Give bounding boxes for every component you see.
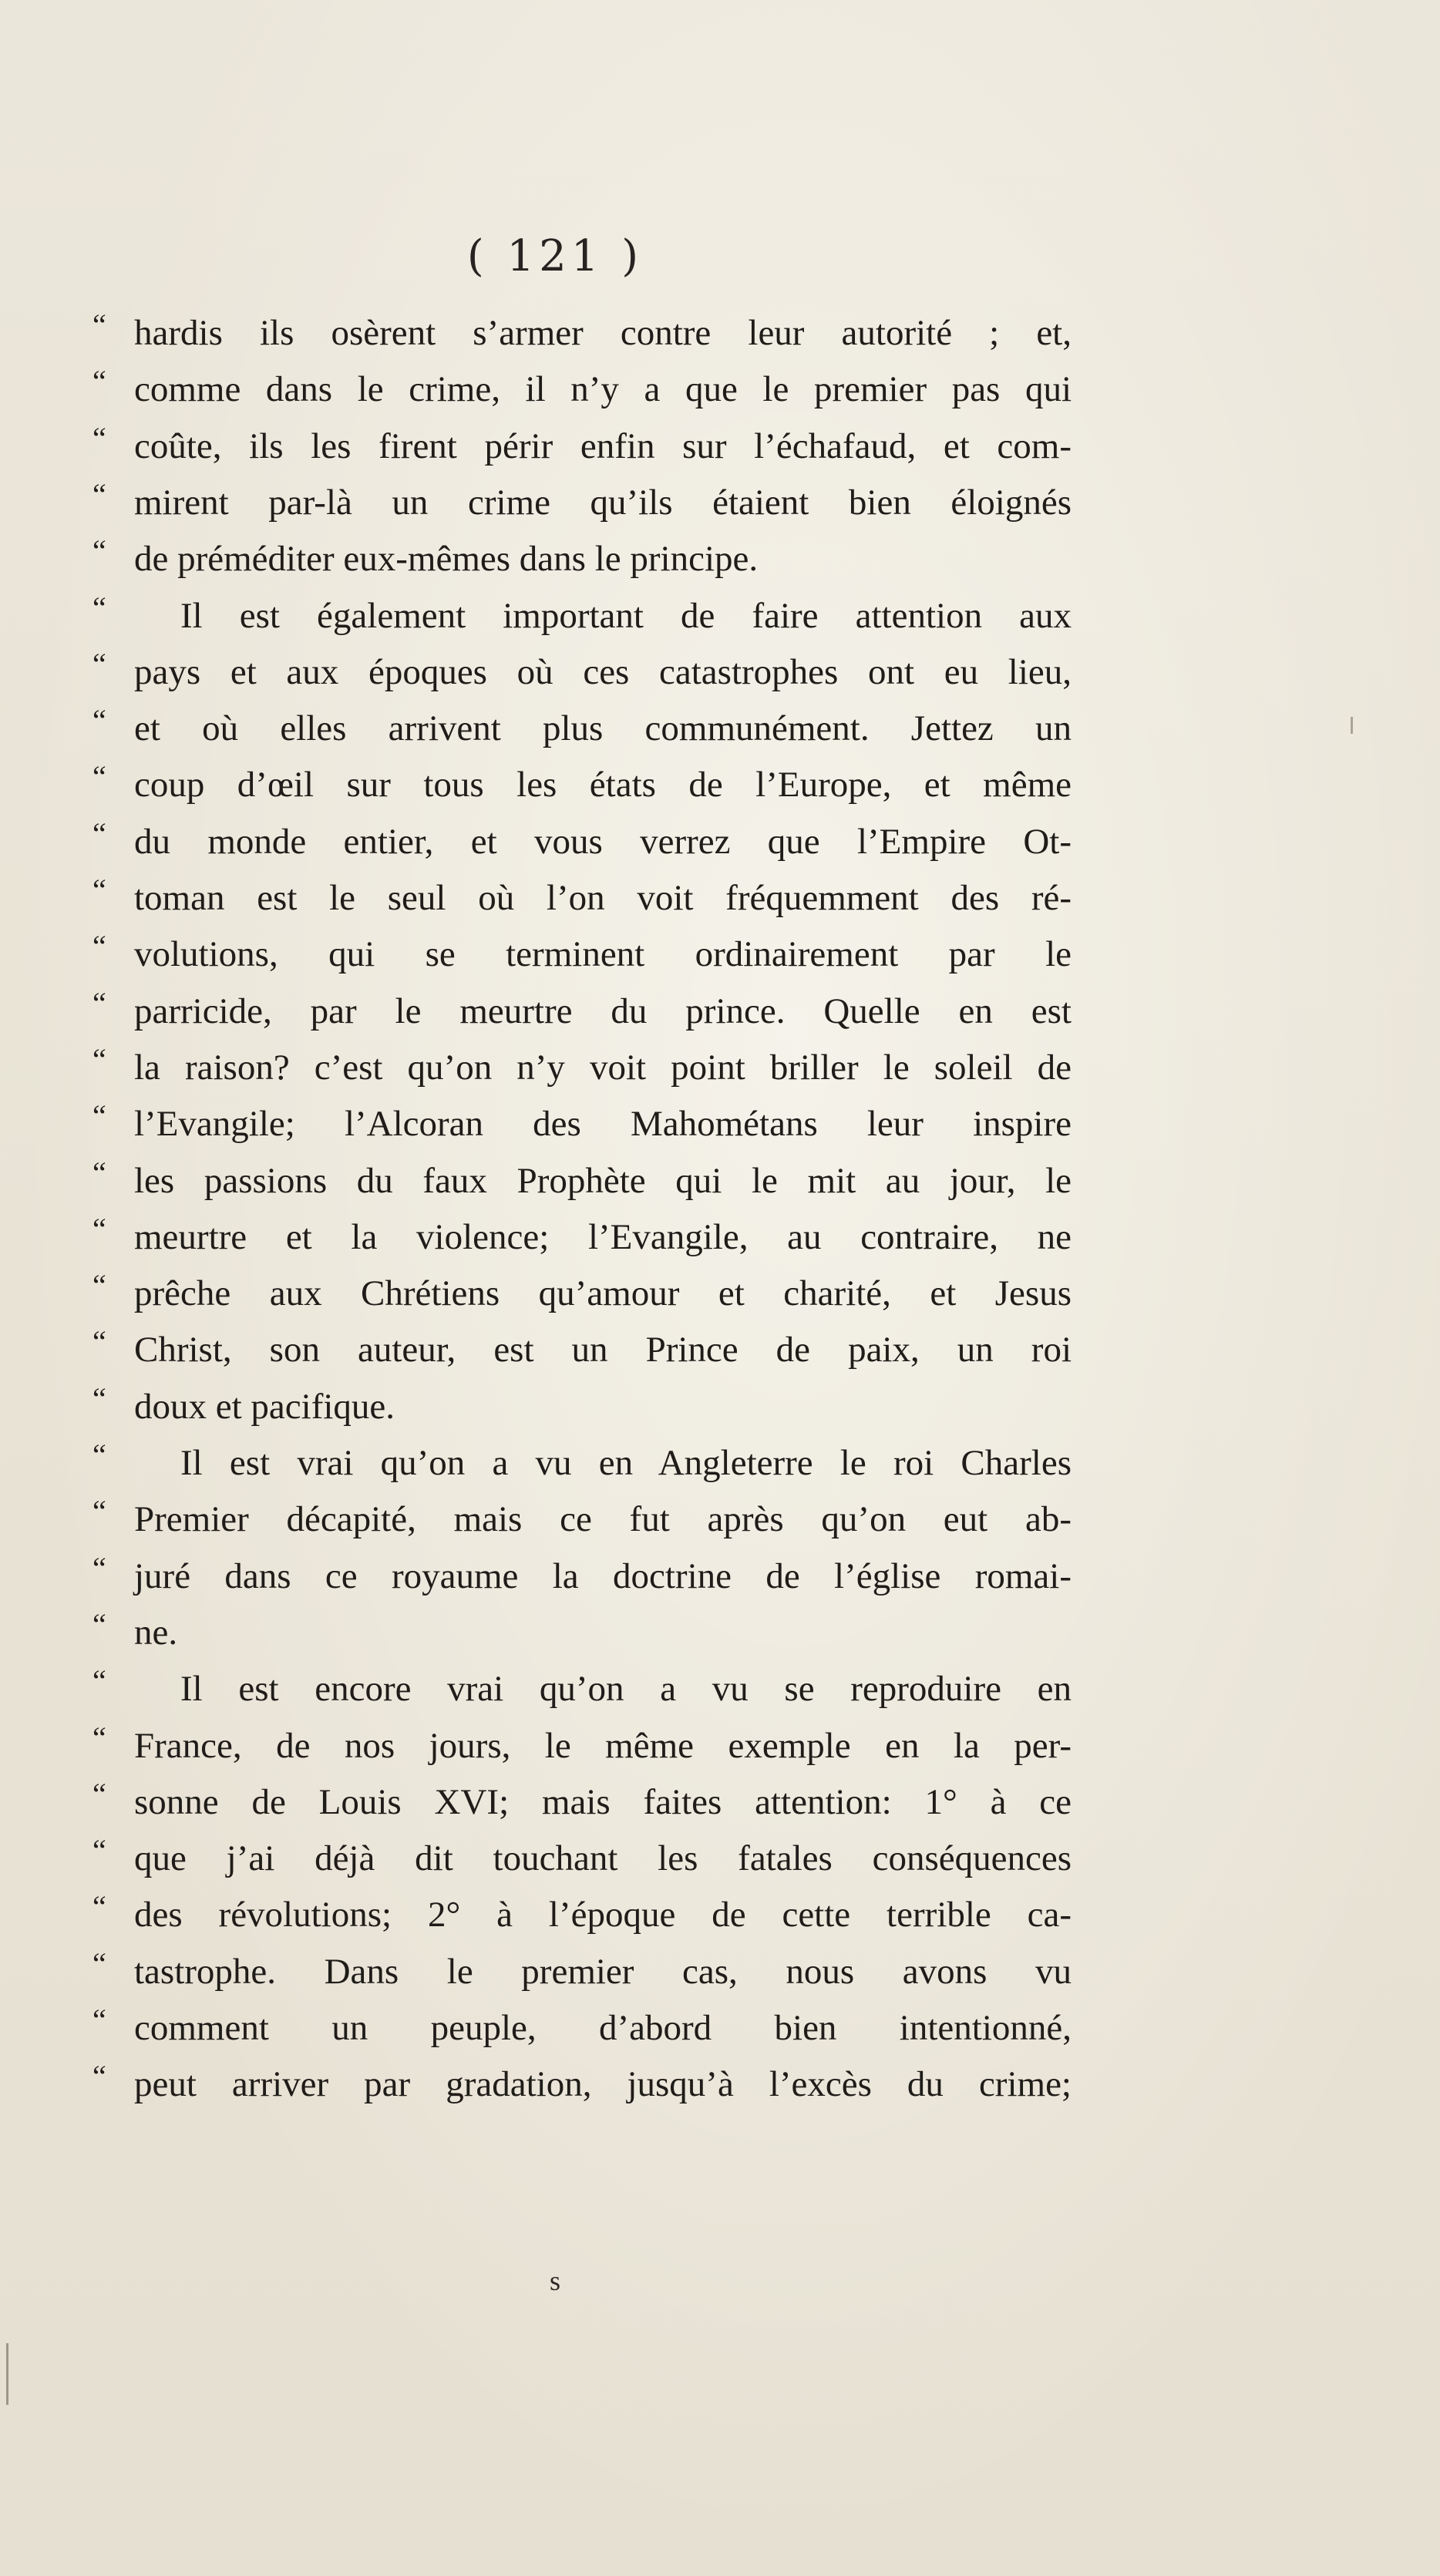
quote-mark: “ <box>93 929 106 963</box>
quote-mark: “ <box>93 1212 106 1246</box>
quote-mark: “ <box>93 1324 106 1359</box>
text-line <box>93 1376 1072 1430</box>
quote-mark: “ <box>93 1268 106 1303</box>
quote-mark: “ <box>93 1663 106 1698</box>
text-line <box>93 2053 1072 2107</box>
text-line <box>93 1150 1072 1204</box>
text-line <box>93 1432 1072 1486</box>
quote-mark: “ <box>93 364 106 399</box>
quote-mark: “ <box>93 2059 106 2093</box>
text-line <box>93 1658 1072 1712</box>
quote-mark: “ <box>93 1946 106 1981</box>
line-text: et où elles arrivent plus communément. Jettez un <box>134 708 1072 748</box>
quote-mark: “ <box>93 1494 106 1528</box>
ink-speck <box>1351 717 1353 734</box>
line-text: les passions du faux Prophète qui le mit au jour, le <box>134 1161 1072 1201</box>
page-edge-mark <box>6 2343 8 2405</box>
line-text: Il est encore vrai qu’on a vu se reproduire en <box>180 1669 1072 1709</box>
line-text: prêche aux Chrétiens qu’amour et charité, et Jesus <box>134 1273 1072 1313</box>
text-line <box>93 811 1072 865</box>
quote-mark: “ <box>93 1889 106 1924</box>
quote-mark: “ <box>93 1438 106 1472</box>
line-text: ne. <box>134 1613 178 1653</box>
quote-mark: “ <box>93 1720 106 1755</box>
line-text: parricide, par le meurtre du prince. Quelle en est <box>134 991 1072 1031</box>
text-line <box>93 1997 1072 2051</box>
text-line <box>93 415 1072 469</box>
page-number: ( 121 ) <box>466 231 644 281</box>
quote-mark: “ <box>93 1381 106 1416</box>
line-text: pays et aux époques où ces catastrophes ont eu lieu, <box>134 652 1072 692</box>
line-text: volutions, qui se terminent ordinairement par le <box>134 934 1072 974</box>
quote-mark: “ <box>93 1607 106 1642</box>
line-text: comment un peuple, d’abord bien intentionné, <box>134 2008 1072 2048</box>
quote-mark: “ <box>93 590 106 625</box>
quote-mark: “ <box>93 759 106 794</box>
quote-mark: “ <box>93 477 106 512</box>
text-line <box>93 980 1072 1034</box>
text-line <box>93 867 1072 921</box>
quote-mark: “ <box>93 647 106 681</box>
text-line <box>93 1884 1072 1938</box>
text-line <box>93 1602 1072 1656</box>
text-line <box>93 1771 1072 1825</box>
text-line <box>93 302 1072 356</box>
text-line <box>93 1093 1072 1147</box>
line-text: Premier décapité, mais ce fut après qu’on eut ab- <box>134 1499 1072 1539</box>
line-text: des révolutions; 2° à l’époque de cette terrible ca- <box>134 1895 1072 1935</box>
quote-mark: “ <box>93 421 106 456</box>
quote-mark: “ <box>93 1777 106 1811</box>
text-line <box>93 1941 1072 1995</box>
line-text: comme dans le crime, il n’y a que le premier pas qui <box>134 369 1072 409</box>
line-text: de préméditer eux-mêmes dans le principe. <box>134 539 759 579</box>
line-text: peut arriver par gradation, jusqu’à l’excès du crime; <box>134 2064 1072 2104</box>
text-line <box>93 1206 1072 1260</box>
line-text: mirent par-là un crime qu’ils étaient bien éloignés <box>134 483 1072 523</box>
line-text: coûte, ils les firent périr enfin sur l’échafaud, et com- <box>134 426 1072 466</box>
line-text: juré dans ce royaume la doctrine de l’église romai- <box>134 1556 1072 1596</box>
line-text: que j’ai déjà dit touchant les fatales conséquences <box>134 1838 1072 1878</box>
line-text: la raison? c’est qu’on n’y voit point briller le soleil de <box>134 1048 1072 1088</box>
text-line <box>93 472 1072 526</box>
line-text: hardis ils osèrent s’armer contre leur autorité ; et, <box>134 313 1072 353</box>
quote-mark: “ <box>93 816 106 851</box>
quote-mark: “ <box>93 873 106 907</box>
quote-mark: “ <box>93 1833 106 1868</box>
line-text: Il est vrai qu’on a vu en Angleterre le roi Charles <box>180 1443 1072 1483</box>
text-line <box>93 1488 1072 1542</box>
quote-mark: “ <box>93 986 106 1021</box>
text-line <box>93 1715 1072 1769</box>
text-line <box>93 585 1072 639</box>
line-text: Il est également important de faire attention aux <box>180 596 1072 636</box>
text-line <box>93 1319 1072 1373</box>
quote-mark: “ <box>93 533 106 568</box>
line-text: tastrophe. Dans le premier cas, nous avons vu <box>134 1952 1072 1992</box>
text-line <box>93 923 1072 977</box>
text-line <box>93 754 1072 808</box>
text-line <box>93 1545 1072 1599</box>
quote-mark: “ <box>93 2003 106 2037</box>
line-text: du monde entier, et vous verrez que l’Empire Ot- <box>134 822 1072 862</box>
quote-mark: “ <box>93 1098 106 1133</box>
line-text: toman est le seul où l’on voit fréquemment des ré- <box>134 878 1072 918</box>
quote-mark: “ <box>93 1551 106 1586</box>
line-text: l’Evangile; l’Alcoran des Mahométans leur inspire <box>134 1104 1072 1144</box>
line-text: meurtre et la violence; l’Evangile, au contraire, ne <box>134 1217 1072 1257</box>
text-line <box>93 1828 1072 1882</box>
quote-mark: “ <box>93 1042 106 1077</box>
quote-mark: “ <box>93 1155 106 1190</box>
line-text: doux et pacifique. <box>134 1387 395 1427</box>
line-text: coup d’œil sur tous les états de l’Europe, et même <box>134 765 1072 805</box>
text-line <box>93 1037 1072 1091</box>
text-line <box>93 528 1072 582</box>
text-line <box>93 1263 1072 1317</box>
quote-mark: “ <box>93 703 106 738</box>
line-text: sonne de Louis XVI; mais faites attention: 1° à ce <box>134 1782 1072 1822</box>
signature-mark: s <box>549 2265 560 2296</box>
quote-mark: “ <box>93 308 106 342</box>
text-line <box>93 698 1072 752</box>
line-text: France, de nos jours, le même exemple en la per- <box>134 1726 1072 1766</box>
line-text: Christ, son auteur, est un Prince de paix, un roi <box>134 1330 1072 1370</box>
text-line <box>93 358 1072 412</box>
text-line <box>93 641 1072 695</box>
